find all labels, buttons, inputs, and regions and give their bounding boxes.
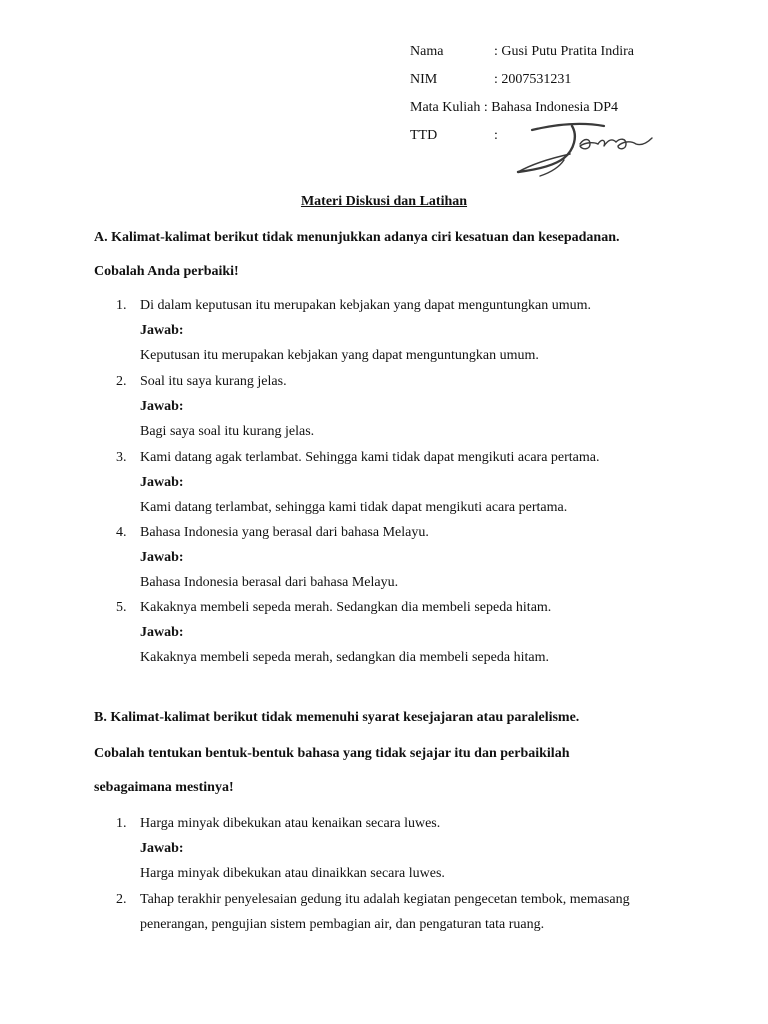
nim-row: [410, 70, 710, 90]
nim-value: : 2007531231: [494, 72, 572, 87]
section-a-item-answer: Kakaknya membeli sepeda merah, sedangkan dia membeli sepeda hitam.: [140, 650, 549, 665]
section-a-item-answer: Kami datang terlambat, sehingga kami tidak dapat mengikuti acara pertama.: [140, 500, 568, 515]
section-a-item-number: 5.: [116, 600, 127, 615]
section-b-instruction-cont: sebagaimana mestinya!: [94, 780, 234, 795]
section-a-item-jawab-label: Jawab:: [140, 399, 184, 414]
section-a-item-question: Kakaknya membeli sepeda merah. Sedangkan dia membeli sepeda hitam.: [140, 600, 552, 615]
name-row: [410, 42, 710, 62]
name-label: Nama: [410, 44, 444, 59]
section-a-item-number: 3.: [116, 450, 127, 465]
section-a-item-jawab-label: Jawab:: [140, 323, 184, 338]
section-b-item-question: Tahap terakhir penyelesaian gedung itu adalah kegiatan pengecetan tembok, memasang: [140, 892, 630, 907]
section-a-item-answer: Keputusan itu merupakan kebjakan yang dapat menguntungkan umum.: [140, 348, 539, 363]
section-a-item-question: Di dalam keputusan itu merupakan kebjakan yang dapat menguntungkan umum.: [140, 298, 591, 313]
section-a-item-answer: Bagi saya soal itu kurang jelas.: [140, 424, 315, 439]
section-b-heading: B. Kalimat-kalimat berikut tidak memenuhi syarat kesejajaran atau paralelisme.: [94, 710, 580, 725]
section-a-heading: A. Kalimat-kalimat berikut tidak menunjukkan adanya ciri kesatuan dan kesepadanan.: [94, 230, 620, 245]
name-value: : Gusi Putu Pratita Indira: [494, 44, 634, 59]
section-b-item-question-cont: penerangan, pengujian sistem pembagian air, dan pengaturan tata ruang.: [140, 917, 545, 932]
section-a-item-question: Bahasa Indonesia yang berasal dari bahasa Melayu.: [140, 525, 429, 540]
section-b-item-answer: Harga minyak dibekukan atau dinaikkan secara luwes.: [140, 866, 445, 881]
section-a-item-jawab-label: Jawab:: [140, 625, 184, 640]
document-title: Materi Diskusi dan Latihan: [300, 194, 468, 209]
section-a-item-answer: Bahasa Indonesia berasal dari bahasa Melayu.: [140, 575, 399, 590]
section-a-instruction: Cobalah Anda perbaiki!: [94, 264, 239, 279]
signature-label: TTD: [410, 128, 438, 143]
section-b-item-jawab-label: Jawab:: [140, 841, 184, 856]
nim-label: NIM: [410, 72, 438, 87]
signature-colon: :: [494, 128, 498, 143]
section-a-item-number: 2.: [116, 374, 127, 389]
course-text: Mata Kuliah : Bahasa Indonesia DP4: [410, 100, 619, 115]
section-a-item-jawab-label: Jawab:: [140, 475, 184, 490]
section-a-item-number: 4.: [116, 525, 127, 540]
section-a-item-jawab-label: Jawab:: [140, 550, 184, 565]
section-b-item-question: Harga minyak dibekukan atau kenaikan secara luwes.: [140, 816, 441, 831]
section-b-instruction: Cobalah tentukan bentuk-bentuk bahasa yang tidak sejajar itu dan perbaikilah: [94, 746, 570, 761]
handwritten-signature: [512, 120, 664, 180]
course-row: [410, 98, 710, 118]
section-a-item-question: Kami datang agak terlambat. Sehingga kami tidak dapat mengikuti acara pertama.: [140, 450, 600, 465]
section-a-item-question: Soal itu saya kurang jelas.: [140, 374, 287, 389]
section-b-item-number: 1.: [116, 816, 127, 831]
section-a-item-number: 1.: [116, 298, 127, 313]
section-b-item-number: 2.: [116, 892, 127, 907]
